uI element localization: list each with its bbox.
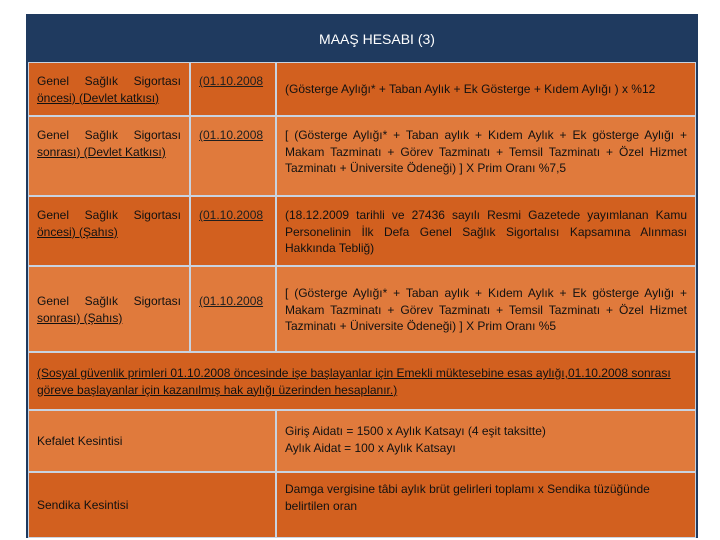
deduction-1-line1: Giriş Aidatı = 1500 x Aylık Katsayı (4 eşit taksitte) [285,424,546,438]
deduction-1-line2: Aylık Aidat = 100 x Aylık Katsayı [285,440,456,455]
row-4-date-cell [190,266,276,352]
row-3-formula: (18.12.2009 tarihli ve 27436 sayılı Resmi Gazetede yayımlanan Kamu Personelinin İlk Defa Genel Sağlık Sigortalısı Kapsamına Alınması Hakkında Tebliğ) [285,208,687,255]
row-2-label-cell [28,116,190,196]
row-3-label-part2: öncesi) (Şahıs) [37,224,118,239]
row-2-date: (01.10.2008 [199,128,264,142]
row-2-date-cell [190,116,276,196]
row-4-date: (01.10.2008 [199,294,264,308]
deduction-1-label-cell [28,410,276,472]
page-title: MAAŞ HESABI (3) [319,31,435,47]
row-2-formula-cell [276,116,696,196]
row-1-label-part2: öncesi) (Devlet katkısı) [37,90,160,105]
row-1-formula: (Gösterge Aylığı* + Taban Aylık + Ek Gösterge + Kıdem Aylığı ) x %12 [285,82,656,96]
row-1-formula-cell [276,62,696,116]
row-4-label-part1: Genel Sağlık Sigortası [37,294,181,308]
row-4-label-part2: sonrası) (Şahıs) [37,310,123,325]
deduction-2-label: Sendika Kesintisi [37,497,129,512]
row-1-date: (01.10.2008 [199,74,264,88]
row-1-date-cell [190,62,276,116]
note-text: (Sosyal güvenlik primleri 01.10.2008 öncesinde işe başlayanlar için Emekli müktesebine esas aylığı,01.10.2008 sonrası göreve başlayanlar için kazanılmış hak aylığı üzerinden hesaplanır.) [37,366,671,397]
row-3-date: (01.10.2008 [199,208,264,222]
deduction-2-line1: Damga vergisine tâbi aylık brüt gelirleri toplamı x Sendika tüzüğünde belirtilen oran [285,482,650,513]
row-2-formula: [ (Gösterge Aylığı* + Taban aylık + Kıdem Aylık + Ek gösterge Aylığı + Makam Tazminatı + Görev Tazminatı + Temsil Tazminatı + Özel Hizmet Tazminatı + Üniversite Ödeneği) ] X Prim Oranı %7,5 [285,128,687,175]
row-2-label-part2: sonrası) (Devlet Katkısı) [37,144,166,159]
row-3-label-part1: Genel Sağlık Sigortası [37,208,181,222]
row-4-formula-cell [276,266,696,352]
row-4-formula: [ (Gösterge Aylığı* + Taban aylık + Kıdem Aylık + Ek gösterge Aylığı + Makam Tazminatı + Görev Tazminatı + Temsil Tazminatı + Özel Hizmet Tazminatı + Üniversite Ödeneği) ] X Prim Oranı %5 [285,286,687,333]
row-2-label-part1: Genel Sağlık Sigortası [37,128,181,142]
row-3-formula-cell [276,196,696,266]
row-3-date-cell [190,196,276,266]
row-1-label-part1: Genel Sağlık Sigortası [37,74,181,88]
deduction-1-formula-cell [276,410,696,472]
row-4-label-cell [28,266,190,352]
deduction-2-formula-cell [276,472,696,538]
slide-header [28,16,696,62]
row-1-label-cell [28,62,190,116]
note-cell [28,352,696,410]
row-3-label-cell [28,196,190,266]
deduction-2-label-cell [28,472,276,538]
deduction-1-label: Kefalet Kesintisi [37,433,123,448]
